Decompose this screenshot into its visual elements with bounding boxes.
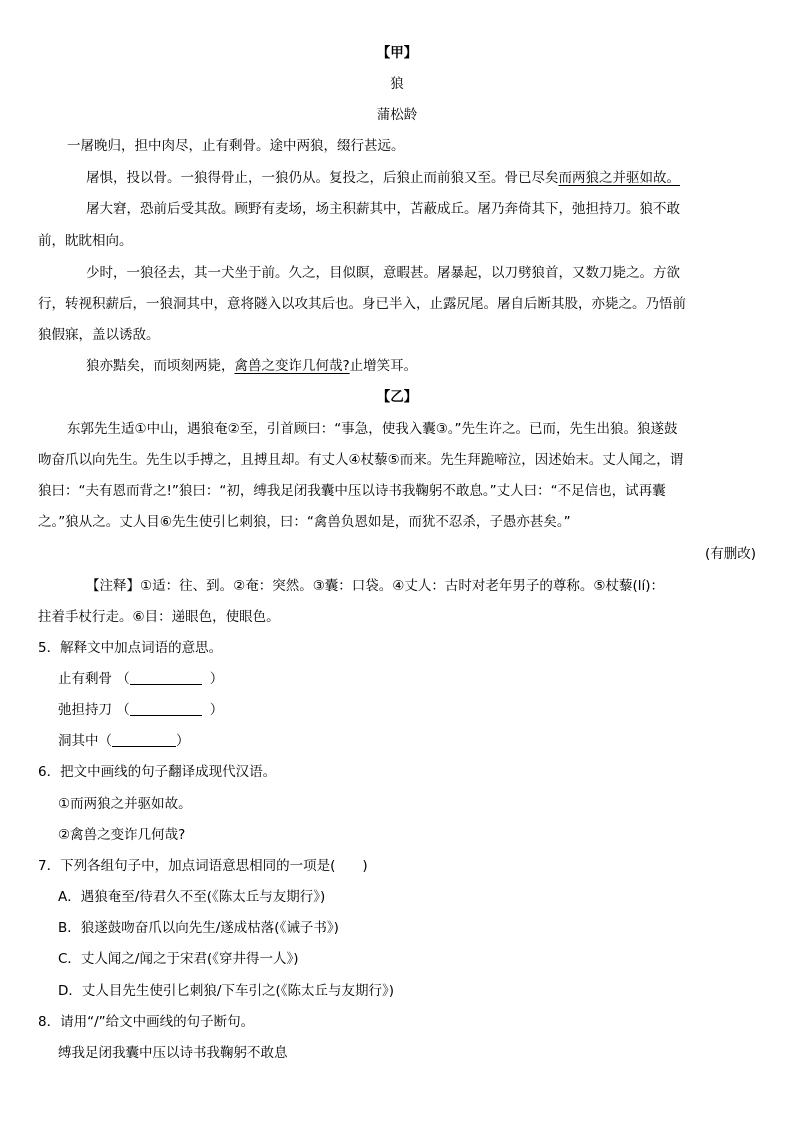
answer-blank[interactable]: [112, 733, 176, 747]
close-paren: ）: [209, 671, 224, 687]
paragraph-2-text: 屠惧，投以骨。一狼得骨止，一狼仍从。复投之，后狼止而前狼又至。骨已尽矣: [86, 170, 559, 186]
passage-b-line-1: 东郭先生适①中山，遇狼奄②至，引首顾曰：“事急，使我入囊③。”先生许之。已而，先生出狼。狼遂鼓: [67, 421, 678, 437]
question-7-stem: 7．下列各组句子中，加点词语意思相同的一项是( ): [38, 858, 368, 874]
annotation-line-2: 拄着手杖行走。⑥目：递眼色，使眼色。: [38, 609, 280, 625]
paragraph-5-text-after: 止增笑耳。: [349, 358, 418, 374]
question-5-item-1: [58, 670, 223, 688]
passage-a-author: 蒲松龄: [376, 107, 418, 123]
passage-a-paragraph-1: 一屠晚归，担中肉尽，止有剩骨。途中两狼，缀行甚远。: [67, 138, 405, 154]
section-a-heading: 【甲】: [376, 45, 418, 61]
passage-a-paragraph-3-line-2: 前，眈眈相向。: [38, 233, 133, 249]
question-6-stem: 6．把文中画线的句子翻译成现代汉语。: [38, 764, 277, 780]
close-paren: ）: [176, 733, 190, 749]
passage-a-paragraph-2: [86, 169, 680, 187]
question-5-item-2: [58, 701, 223, 719]
underlined-sentence-2: 禽兽之变诈几何哉?: [234, 358, 350, 374]
question-5-stem: 5．解释文中加点词语的意思。: [38, 640, 223, 656]
question-6-item-1: ①而两狼之并驱如故。: [58, 796, 192, 812]
passage-b-line-4: 之。”狼从之。丈人目⑥先生使引匕刺狼，曰：“禽兽负恩如是，而犹不忍杀，子愚亦甚矣。”: [38, 514, 571, 530]
section-b-heading: 【乙】: [376, 389, 418, 405]
underlined-sentence-1: 而两狼之并驱如故。: [558, 170, 680, 186]
question-8-stem: 8．请用“/”给文中画线的句子断句。: [38, 1014, 255, 1030]
question-5-item-2-label: 弛担持刀 （: [58, 702, 130, 718]
answer-blank[interactable]: [130, 671, 202, 685]
question-5-item-3-label: 洞其中（: [58, 733, 112, 749]
passage-b-line-2: 吻奋爪以向先生。先生以手搏之，且搏且却。有丈人④杖藜⑤而来。先生拜跪啼泣，因述始末。丈人闻之，谓: [38, 452, 684, 468]
question-5-item-1-label: 止有剩骨 （: [58, 671, 130, 687]
paragraph-5-text-before: 狼亦黠矣，而顷刻两毙，: [86, 358, 235, 374]
passage-a-paragraph-4-line-1: 少时，一狼径去，其一犬坐于前。久之，目似瞑，意暇甚。屠暴起，以刀劈狼首，又数刀毙之。方欲: [86, 265, 680, 281]
source-note: (有删改): [704, 546, 756, 562]
passage-a-paragraph-4-line-2: 行，转视积薪后，一狼洞其中，意将隧入以攻其后也。身已半入，止露尻尾。屠自后断其股，亦毙之。乃悟前: [38, 296, 686, 312]
annotation-line-1: 【注释】①适：往、到。②奄：突然。③囊：口袋。④丈人：古时对老年男子的尊称。⑤杖藜(lí)：: [86, 578, 665, 594]
question-5-item-3: [58, 732, 190, 750]
passage-a-paragraph-3-line-1: 屠大窘，恐前后受其敌。顾野有麦场，场主积薪其中，苫蔽成丘。屠乃奔倚其下，弛担持刀。狼不敢: [86, 201, 680, 217]
question-7-option-c: C．丈人闻之/闻之于宋君(《穿井得一人》): [58, 951, 299, 967]
question-6-item-2: ②禽兽之变诈几何哉?: [58, 827, 186, 843]
passage-b-line-3: 狼曰：“夫有恩而背之!”狼曰：“初，缚我足闭我囊中压以诗书我鞠躬不敢息。”丈人曰：“不足信也，试再囊: [38, 483, 666, 499]
question-7-option-a: A．遇狼奄至/待君久不至(《陈太丘与友期行》): [58, 889, 326, 905]
question-7-option-b: B．狼遂鼓吻奋爪以向先生/遂成枯落(《诫子书》): [58, 920, 339, 936]
question-7-option-d: D．丈人目先生使引匕刺狼/下车引之(《陈太丘与友期行》): [58, 983, 394, 999]
question-8-sentence: 缚我足闭我囊中压以诗书我鞠躬不敢息: [58, 1045, 288, 1061]
answer-blank[interactable]: [130, 702, 202, 716]
close-paren: ）: [209, 702, 224, 718]
passage-a-title: 狼: [390, 76, 404, 92]
passage-a-paragraph-4-line-3: 狼假寐，盖以诱敌。: [38, 327, 160, 343]
passage-a-paragraph-5: [86, 357, 417, 375]
